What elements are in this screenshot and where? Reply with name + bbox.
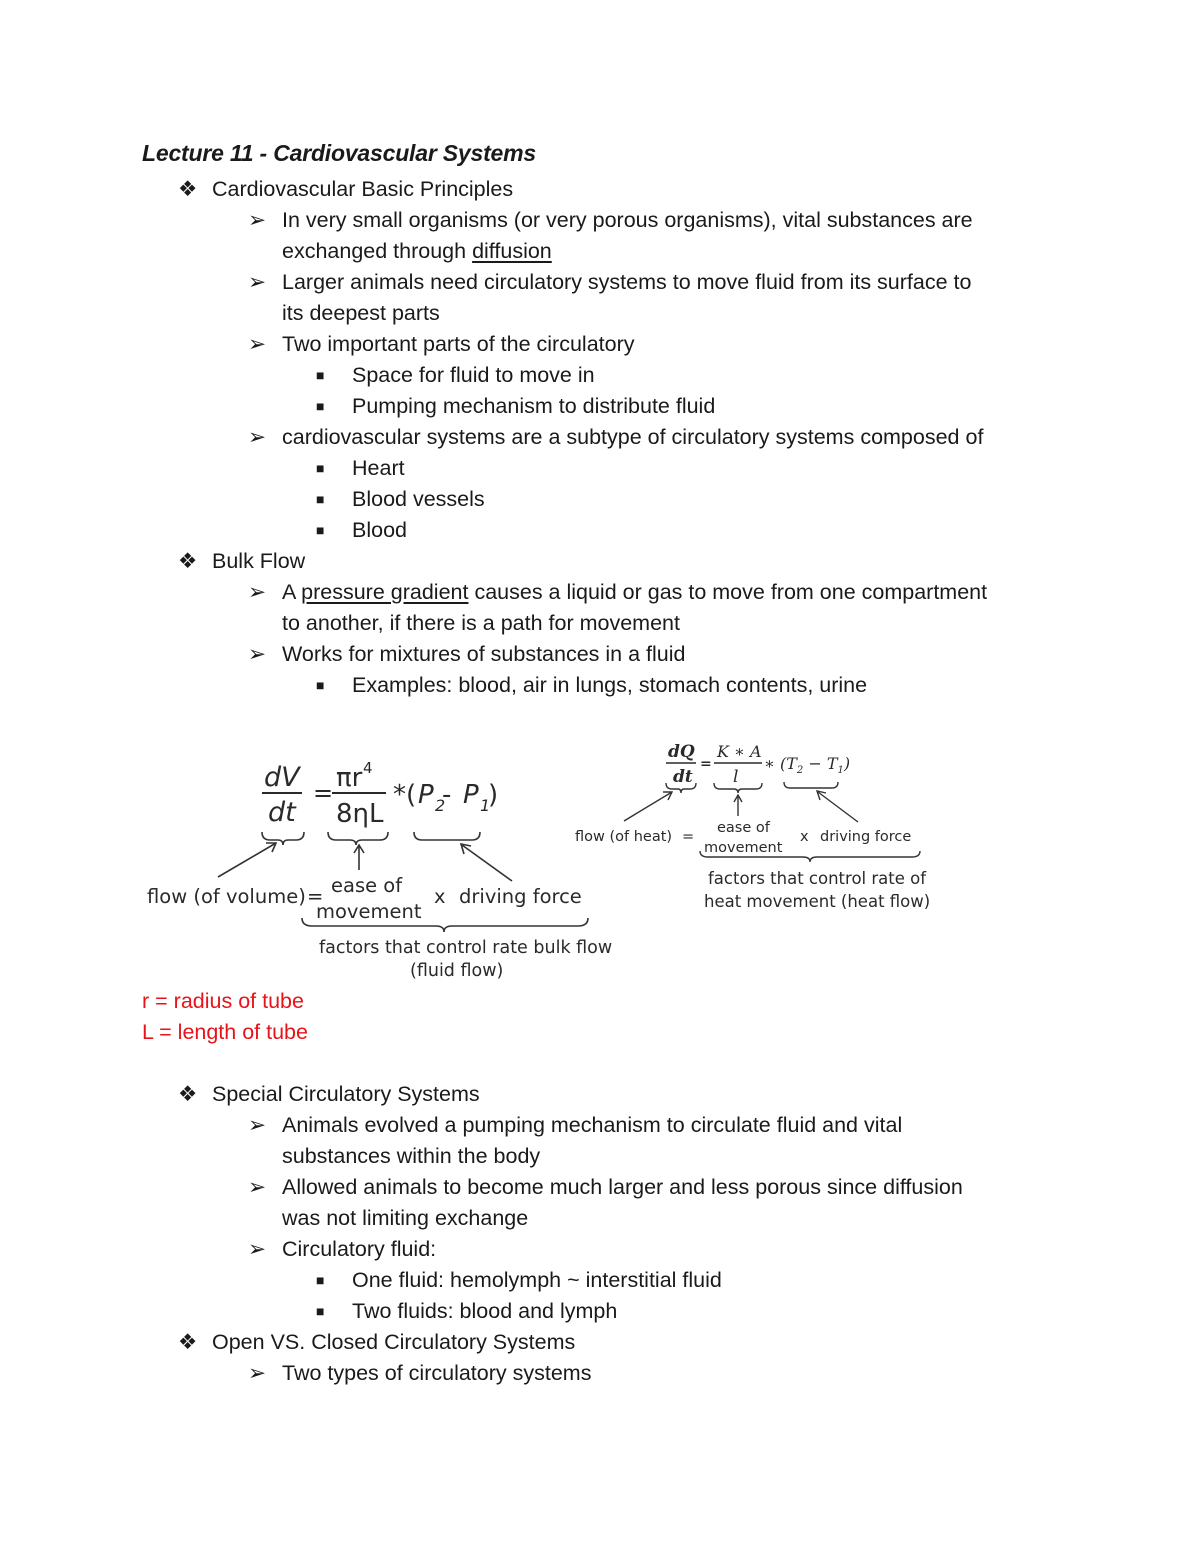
bulk-factors-1: factors that control rate bulk flow (319, 938, 613, 958)
bulk-rhs-minus: - (442, 780, 452, 810)
arrow-bullet-icon: ➢ (248, 1113, 267, 1137)
list-item-continuation: to another, if there is a path for movement (282, 611, 680, 635)
diamond-bullet-icon: ❖ (178, 1330, 198, 1354)
heat-rhs-minus: − T (803, 754, 838, 773)
list-item: ■ Space for fluid to move in (316, 360, 595, 391)
list-item-continuation: was not limiting exchange (282, 1206, 529, 1230)
list-item: ➢ cardiovascular systems are a subtype of circulatory systems composed of (248, 422, 983, 453)
heat-lhs-denominator: dt (673, 767, 693, 787)
heat-factors-2: heat movement (heat flow) (704, 892, 931, 911)
list-item: ➢ Allowed animals to become much larger and less porous since diffusion (248, 1172, 963, 1203)
bulk-braces (262, 832, 588, 932)
bulk-rhs-sub2: 2 (435, 796, 446, 815)
underlined-term: pressure gradient (301, 580, 469, 604)
heat-rhs-group (764, 754, 850, 776)
bulk-flow-label: flow (of volume) (147, 885, 306, 908)
list-item-continuation: exchanged through diffusion (282, 239, 552, 263)
bulk-rhs-p1: P (463, 780, 479, 810)
list-item: ■ Examples: blood, air in lungs, stomach contents, urine (316, 670, 867, 701)
list-item: ■ Blood vessels (316, 484, 485, 515)
list-item: ■ Heart (316, 453, 405, 484)
list-item-continuation: its deepest parts (282, 301, 440, 325)
bulk-rhs-open: *( (393, 780, 417, 810)
bulk-rhs-sub1: 1 (480, 796, 491, 815)
arrow-bullet-icon: ➢ (248, 1361, 267, 1385)
heat-arrows (624, 791, 858, 822)
heat-times: x (800, 829, 809, 845)
diamond-bullet-icon: ❖ (178, 177, 198, 201)
heat-rhs-open: ∗ (T (764, 754, 797, 773)
section-heading: ❖ Cardiovascular Basic Principles (178, 174, 513, 205)
heat-mid-numerator: K ∗ A (717, 742, 762, 761)
arrow-bullet-icon: ➢ (248, 642, 267, 666)
list-item: ➢ A pressure gradient causes a liquid or gas to move from one compartment (248, 577, 987, 608)
list-item: ■ Two fluids: blood and lymph (316, 1296, 617, 1327)
bulk-equals: = (313, 779, 334, 807)
diamond-bullet-icon: ❖ (178, 1082, 198, 1106)
square-bullet-icon: ■ (316, 677, 325, 693)
section-heading: ❖ Bulk Flow (178, 546, 305, 577)
arrow-bullet-icon: ➢ (248, 580, 267, 604)
list-item: ➢ Two important parts of the circulatory (248, 329, 635, 360)
heat-flow-label: flow (of heat) (575, 829, 673, 845)
list-item: ➢ Circulatory fluid: (248, 1234, 436, 1265)
bulk-mid-exponent: 4 (363, 759, 373, 777)
arrow-bullet-icon: ➢ (248, 270, 267, 294)
bulk-rhs-close: ) (488, 780, 499, 810)
bulk-equals-2: = (307, 885, 324, 908)
bulk-ease-label-2: movement (316, 900, 422, 923)
section-heading: ❖ Open VS. Closed Circulatory Systems (178, 1327, 575, 1358)
square-bullet-icon: ■ (316, 367, 325, 383)
bulk-factors-2: (fluid flow) (410, 961, 504, 981)
list-item: ■ Pumping mechanism to distribute fluid (316, 391, 715, 422)
heat-ease-label-1: ease of (717, 820, 770, 836)
heat-flow-figure (575, 742, 930, 911)
bulk-rhs-p2: P (418, 780, 434, 810)
heat-mid-denominator: l (733, 767, 739, 787)
heat-equals: = (700, 756, 712, 772)
heat-rhs-sub2: 2 (796, 765, 804, 776)
section-heading: ❖ Special Circulatory Systems (178, 1079, 480, 1110)
heat-rhs-sub1: 1 (837, 765, 844, 776)
diamond-bullet-icon: ❖ (178, 549, 198, 573)
arrow-bullet-icon: ➢ (248, 1175, 267, 1199)
bulk-flow-figure (147, 759, 612, 981)
list-item-continuation: substances within the body (282, 1144, 541, 1168)
square-bullet-icon: ■ (316, 491, 325, 507)
arrow-bullet-icon: ➢ (248, 425, 267, 449)
bulk-driving-force: driving force (459, 885, 582, 908)
list-item: ➢ In very small organisms (or very porous organisms), vital substances are (248, 205, 973, 236)
heat-equals-2: = (682, 829, 695, 845)
arrow-bullet-icon: ➢ (248, 208, 267, 232)
note-radius: r = radius of tube (142, 989, 304, 1013)
square-bullet-icon: ■ (316, 460, 325, 476)
underlined-term: diffusion (472, 239, 552, 263)
square-bullet-icon: ■ (316, 1303, 325, 1319)
bulk-lhs-denominator: dt (268, 797, 296, 828)
bulk-mid-numerator: πr (336, 763, 363, 793)
bulk-times: x (434, 885, 446, 908)
heat-lhs-numerator: dQ (668, 742, 695, 762)
list-item: ➢ Two types of circulatory systems (248, 1358, 591, 1389)
bulk-ease-label-1: ease of (331, 874, 403, 897)
heat-factors-1: factors that control rate of (708, 869, 927, 888)
square-bullet-icon: ■ (316, 1272, 325, 1288)
bulk-mid-denominator: 8ηL (336, 799, 384, 829)
list-item: ■ One fluid: hemolymph ~ interstitial fluid (316, 1265, 722, 1296)
heat-ease-label-2: movement (704, 840, 783, 856)
note-length: L = length of tube (142, 1020, 308, 1044)
square-bullet-icon: ■ (316, 398, 325, 414)
page-title: Lecture 11 - Cardiovascular Systems (142, 140, 536, 166)
heat-driving-force: driving force (820, 829, 912, 845)
list-item: ➢ Animals evolved a pumping mechanism to circulate fluid and vital (248, 1110, 902, 1141)
arrow-bullet-icon: ➢ (248, 1237, 267, 1261)
list-item: ➢ Works for mixtures of substances in a fluid (248, 639, 685, 670)
square-bullet-icon: ■ (316, 522, 325, 538)
bulk-lhs-numerator: dV (264, 762, 300, 793)
list-item: ➢ Larger animals need circulatory systems to move fluid from its surface to (248, 267, 971, 298)
list-item: ■ Blood (316, 515, 407, 546)
arrow-bullet-icon: ➢ (248, 332, 267, 356)
heat-rhs-close: ) (843, 754, 851, 773)
